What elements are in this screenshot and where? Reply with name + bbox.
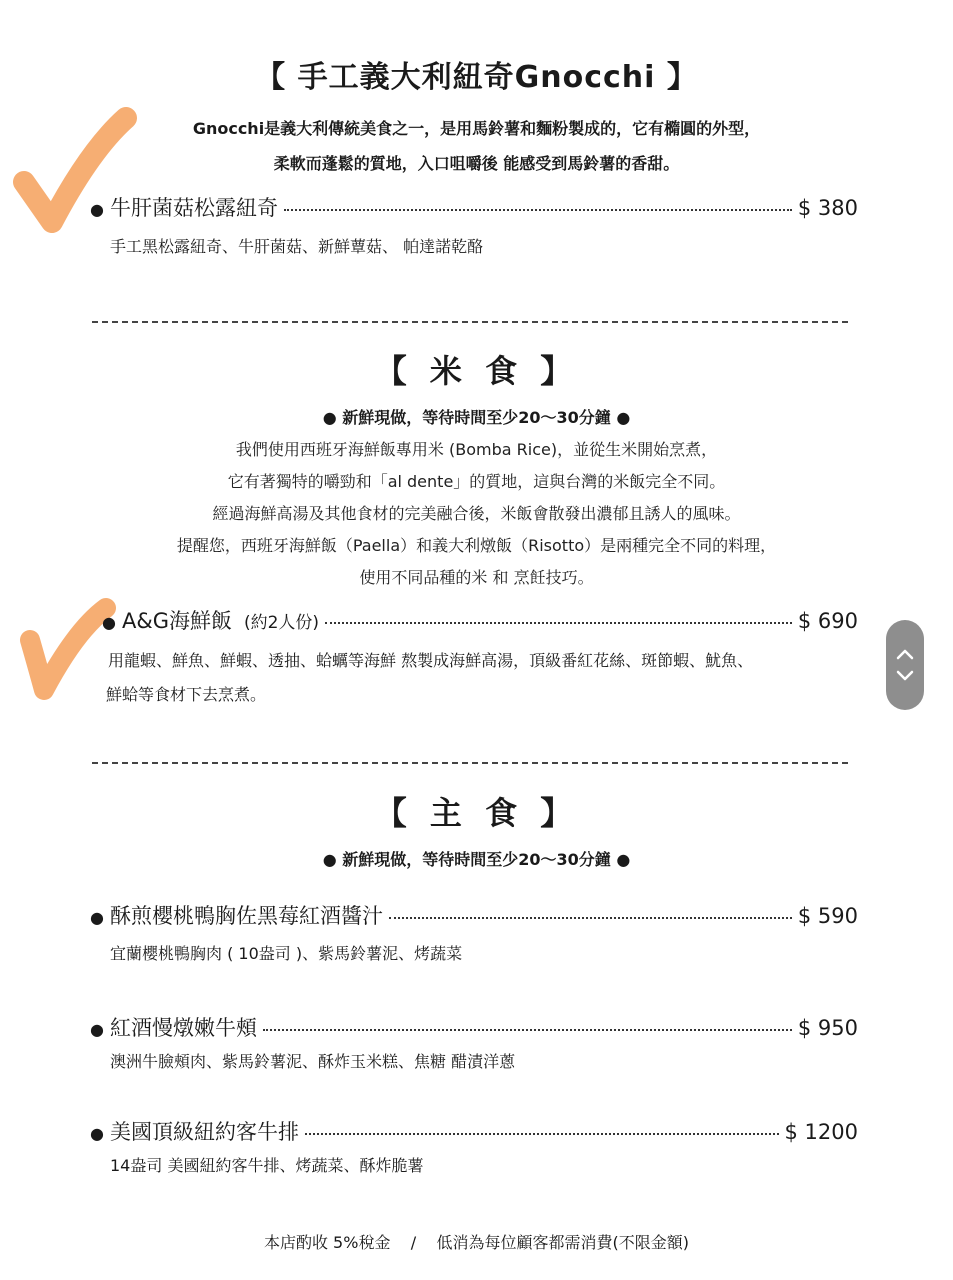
main-notice: ● 新鮮現做，等待時間至少20～30分鐘 ● <box>322 850 631 869</box>
item-portion: (約2人份) <box>243 613 320 633</box>
item-name: 美國頂級紐約客牛排 <box>109 1120 299 1144</box>
rice-paragraph-line: 它有著獨特的嚼勁和「al dente」的質地，這與台灣的米飯完全不同。 <box>227 472 726 491</box>
rice-notice: ● 新鮮現做，等待時間至少20～30分鐘 ● <box>322 408 631 427</box>
rice-paragraph-line: 經過海鮮高湯及其他食材的完美融合後，米飯會散發出濃郁且誘人的風味。 <box>212 504 741 523</box>
scroll-control[interactable] <box>886 620 924 710</box>
rice-title: 【 米 食 】 <box>374 352 579 390</box>
rice-paragraph-line: 我們使用西班牙海鮮飯專用米 (Bomba Rice)，並從生米開始烹煮， <box>235 440 718 459</box>
main-title: 【 主 食 】 <box>374 794 579 832</box>
item-description: 用龍蝦、鮮魚、鮮蝦、透抽、蛤蠣等海鮮 熬製成海鮮高湯，頂級番紅花絲、斑節蝦、魷魚、 <box>108 651 754 670</box>
menu-item: ● A&G海鮮飯 (約2人份) $ 690 <box>102 605 858 635</box>
item-description: 手工黑松露紐奇、牛肝菌菇、新鮮蕈菇、 帕達諾乾酪 <box>110 237 484 256</box>
rice-paragraph-line: 使用不同品種的米 和 烹飪技巧。 <box>359 568 594 587</box>
section-divider <box>92 762 848 764</box>
gnocchi-title: 【 手工義大利紐奇Gnocchi 】 <box>255 60 698 95</box>
item-description: 澳洲牛臉頰肉、紫馬鈴薯泥、酥炸玉米糕、焦糖 醋漬洋蔥 <box>110 1052 516 1071</box>
menu-item: ● 紅酒慢燉嫩牛頰 $ 950 <box>90 1012 858 1042</box>
item-name: A&G海鮮飯 <box>121 609 232 633</box>
item-name: 酥煎櫻桃鴨胸佐黑莓紅酒醬汁 <box>109 904 383 928</box>
item-name: 紅酒慢燉嫩牛頰 <box>109 1016 257 1040</box>
item-description: 14盎司 美國紐約客牛排、烤蔬菜、酥炸脆薯 <box>110 1156 424 1175</box>
chevron-up-icon[interactable] <box>896 648 914 660</box>
rice-paragraph-line: 提醒您，西班牙海鮮飯（Paella）和義大利燉飯（Risotto）是兩種完全不同的料理， <box>176 536 777 555</box>
item-name: 牛肝菌菇松露紐奇 <box>109 196 278 220</box>
item-price: $ 590 <box>797 904 858 928</box>
item-description: 鮮蛤等食材下去烹煮。 <box>106 685 267 704</box>
menu-item: ● 美國頂級紐約客牛排 $ 1200 <box>90 1116 858 1146</box>
section-divider <box>92 321 848 323</box>
footer-note: 本店酌收 5%稅金 / 低消為每位顧客都需消費(不限金額) <box>263 1233 690 1252</box>
menu-item: ● 牛肝菌菇松露紐奇 $ 380 <box>90 192 858 222</box>
gnocchi-intro-line1: Gnocchi是義大利傳統美食之一，是用馬鈴薯和麵粉製成的，它有橢圓的外型， <box>192 119 761 138</box>
item-price: $ 690 <box>797 609 858 633</box>
item-price: $ 1200 <box>784 1120 858 1144</box>
gnocchi-intro-line2: 柔軟而蓬鬆的質地，入口咀嚼後 能感受到馬鈴薯的香甜。 <box>273 154 680 173</box>
item-price: $ 380 <box>797 196 858 220</box>
menu-item: ● 酥煎櫻桃鴨胸佐黑莓紅酒醬汁 $ 590 <box>90 900 858 930</box>
item-description: 宜蘭櫻桃鴨胸肉 ( 10盎司 )、紫馬鈴薯泥、烤蔬菜 <box>110 944 463 963</box>
chevron-down-icon[interactable] <box>896 670 914 682</box>
item-price: $ 950 <box>797 1016 858 1040</box>
